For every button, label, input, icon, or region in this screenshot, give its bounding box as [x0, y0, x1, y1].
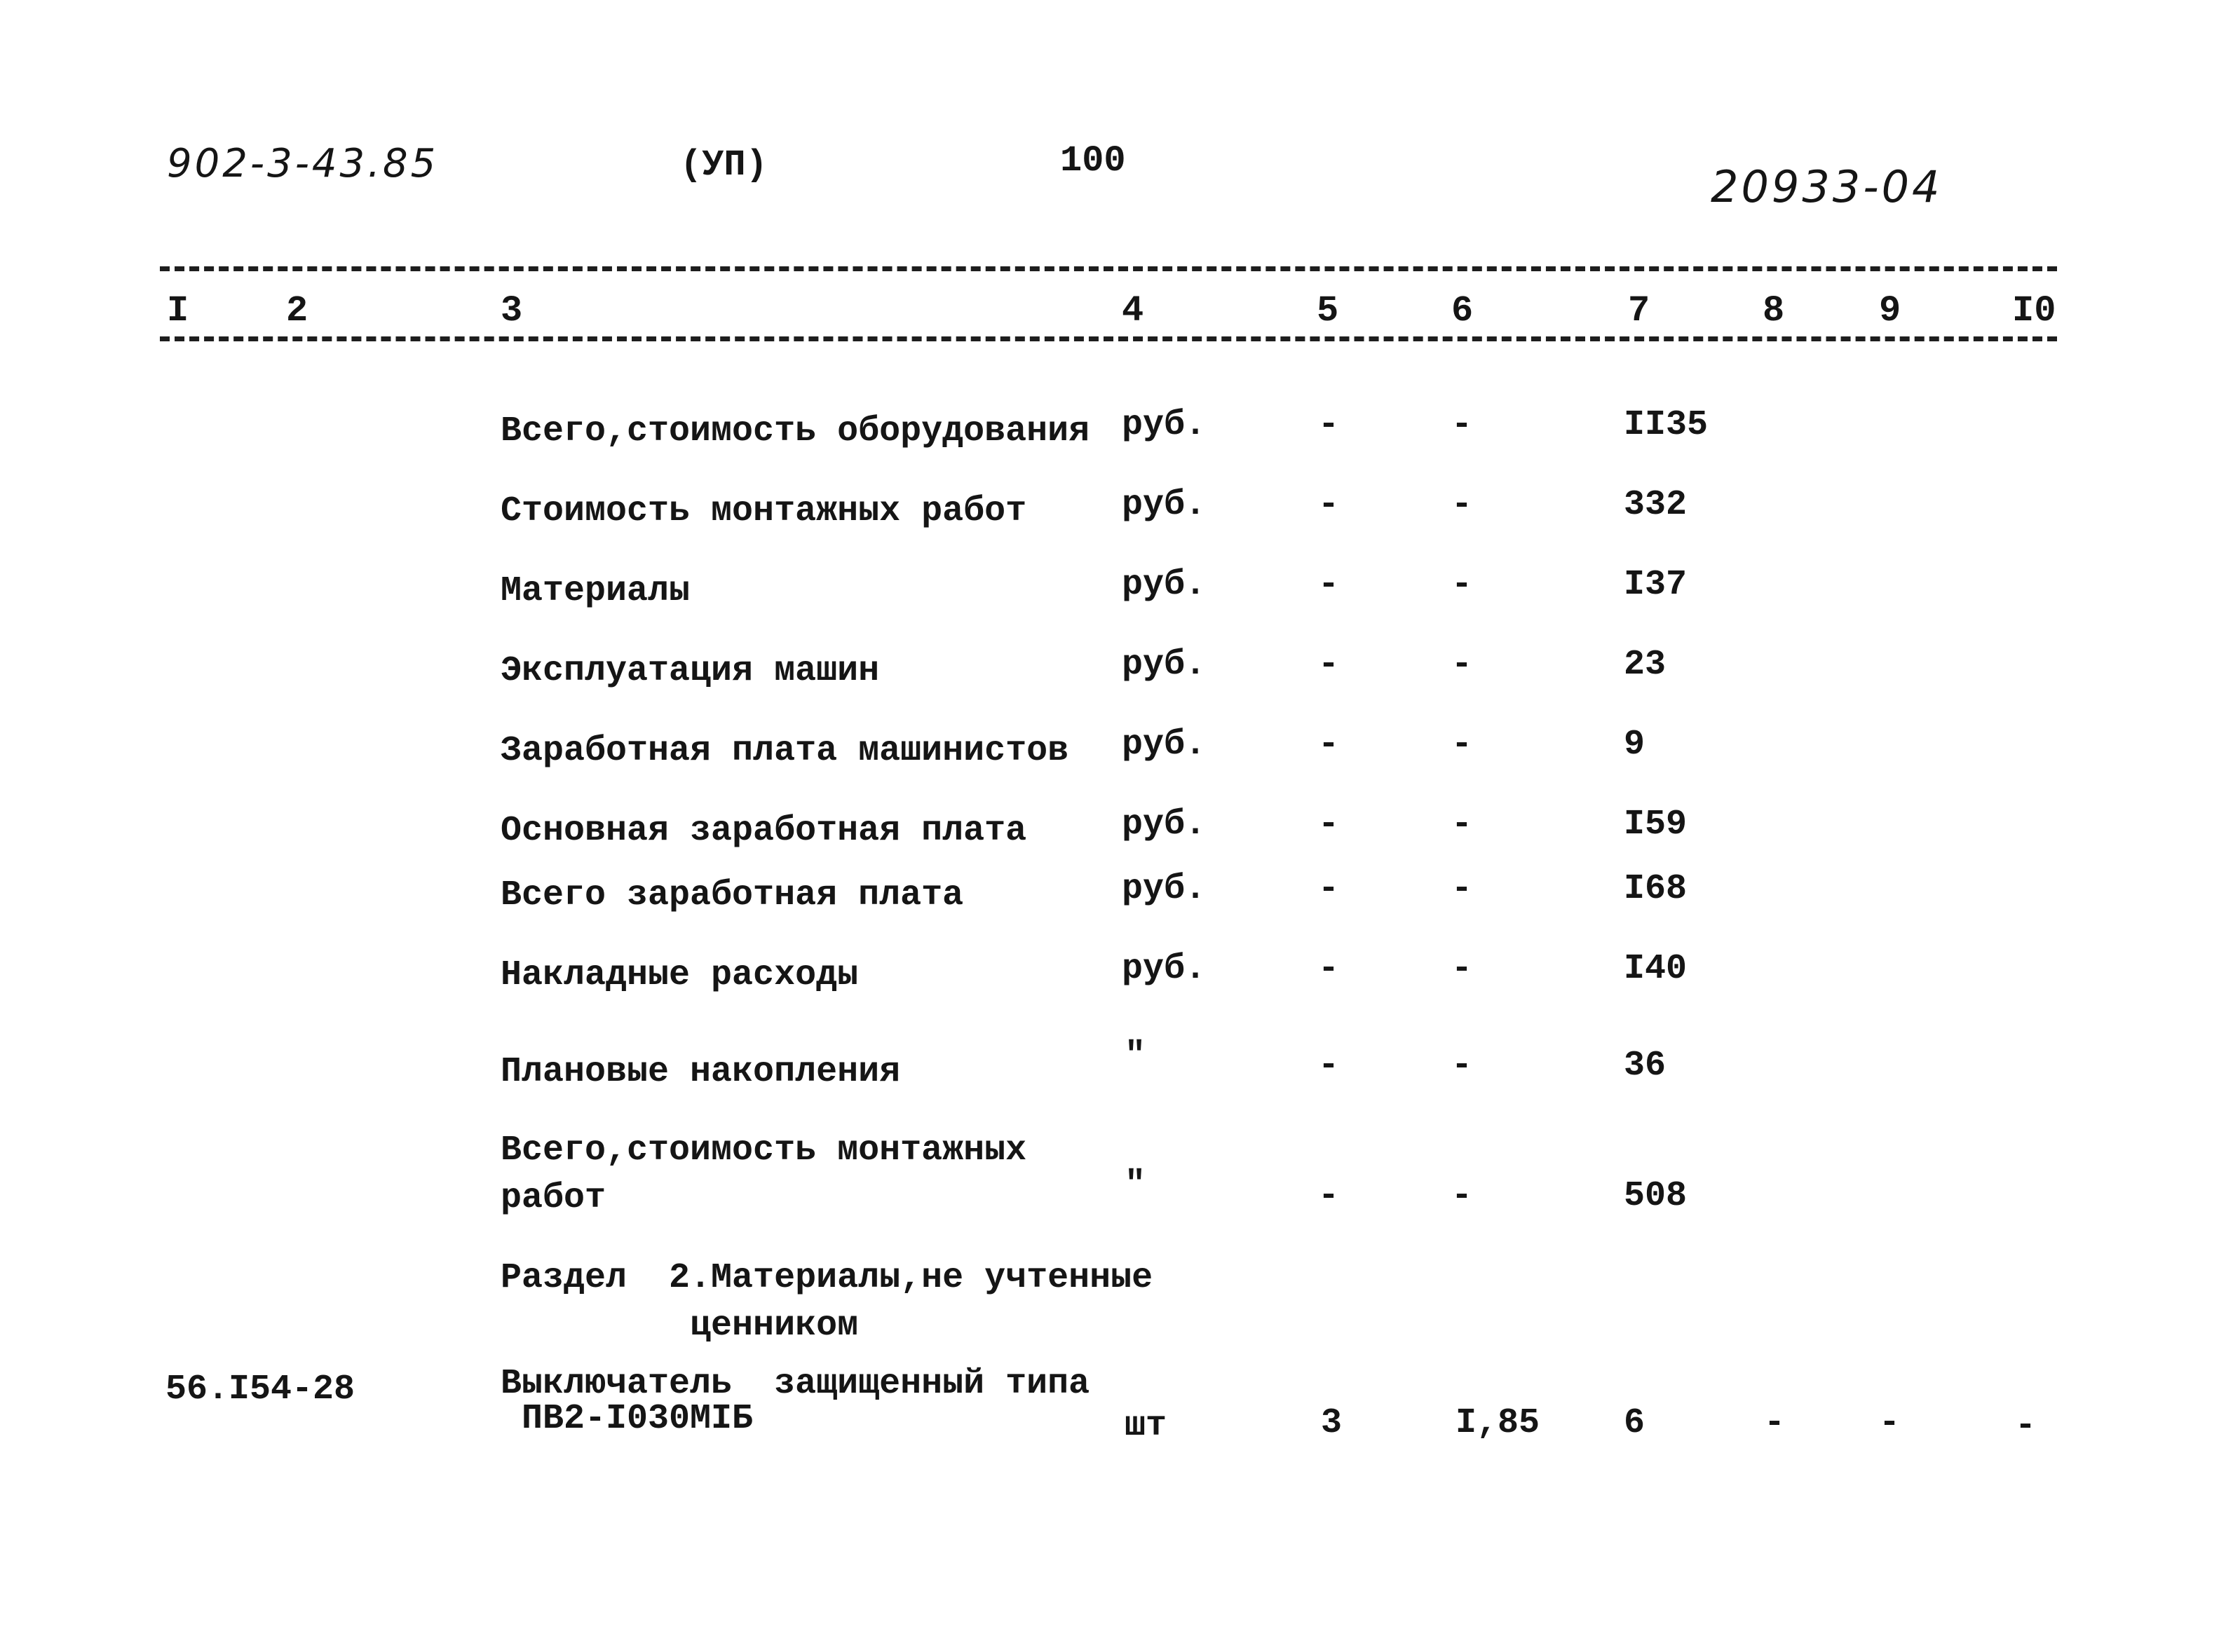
row-col5: -: [1318, 645, 1340, 685]
row-col7: 6: [1624, 1403, 1645, 1443]
row-col5: -: [1318, 869, 1340, 909]
row-col7: I59: [1624, 805, 1688, 845]
row-col5: -: [1318, 949, 1340, 989]
row-name: Основная заработная плата: [501, 811, 1027, 851]
table-header-rule: [160, 336, 2057, 341]
row-unit: руб.: [1122, 725, 1207, 765]
column-number: 4: [1122, 290, 1144, 332]
row-unit: ": [1125, 1165, 1146, 1205]
row-col6: I,85: [1455, 1403, 1540, 1443]
row-unit: руб.: [1122, 645, 1207, 685]
row-col9: -: [1879, 1403, 1901, 1443]
section-title: Раздел 2.Материалы,не учтенные ценником: [501, 1258, 1153, 1346]
row-unit: руб.: [1122, 869, 1207, 909]
row-col7: 9: [1624, 725, 1645, 765]
row-unit: ": [1125, 1036, 1146, 1076]
row-col8: -: [1764, 1403, 1786, 1443]
row-unit: шт: [1125, 1406, 1167, 1446]
row-col6: -: [1451, 565, 1473, 605]
row-col7: I68: [1624, 869, 1688, 909]
row-col7: I37: [1624, 565, 1688, 605]
row-col7: 508: [1624, 1176, 1688, 1216]
row-name: Материалы: [501, 571, 691, 611]
row-col5: -: [1318, 565, 1340, 605]
row-unit: руб.: [1122, 949, 1207, 989]
row-col7: 36: [1624, 1046, 1667, 1086]
row-name: Всего,стоимость оборудования: [501, 411, 1090, 451]
row-col6: -: [1451, 1176, 1473, 1216]
row-col6: -: [1451, 949, 1473, 989]
row-name: Выключатель защищенный типа ПВ2-I030МIБ: [501, 1364, 1090, 1439]
row-col6: -: [1451, 869, 1473, 909]
row-name: Накладные расходы: [501, 955, 859, 995]
column-number: I0: [2012, 290, 2056, 332]
row-col5: -: [1318, 1046, 1340, 1086]
column-number: I: [167, 290, 189, 332]
row-col7: I40: [1624, 949, 1688, 989]
row-name: Всего заработная плата: [501, 875, 964, 915]
row-name: Стоимость монтажных работ: [501, 491, 1027, 531]
row-col7: 23: [1624, 645, 1667, 685]
row-unit: руб.: [1122, 405, 1207, 445]
section-mark: (УП): [680, 144, 768, 186]
column-number: 3: [501, 290, 523, 332]
column-number: 2: [286, 290, 308, 332]
row-col5: -: [1318, 1176, 1340, 1216]
row-col6: -: [1451, 805, 1473, 845]
row-col5: 3: [1321, 1403, 1343, 1443]
row-col5: -: [1318, 805, 1340, 845]
stamp-number: 20933-04: [1711, 161, 1943, 212]
row-col5: -: [1318, 405, 1340, 445]
row-col7: 332: [1624, 485, 1688, 525]
row-name: Заработная плата машинистов: [501, 731, 1069, 771]
document-number: 902-3-43.85: [167, 141, 439, 186]
row-col6: -: [1451, 645, 1473, 685]
row-col6: -: [1451, 485, 1473, 525]
row-name: Плановые накопления: [501, 1052, 901, 1092]
column-number: 8: [1763, 290, 1785, 332]
row-col5: -: [1318, 725, 1340, 765]
row-name: Всего,стоимость монтажных работ: [501, 1131, 1027, 1218]
row-unit: руб.: [1122, 805, 1207, 845]
table-top-rule: [160, 266, 2057, 271]
row-col7: II35: [1624, 405, 1709, 445]
row-col6: -: [1451, 1046, 1473, 1086]
row-col6: -: [1451, 725, 1473, 765]
column-number: 7: [1628, 290, 1650, 332]
row-col5: -: [1318, 485, 1340, 525]
row-code: 56.I54-28: [165, 1370, 355, 1409]
column-number: 5: [1317, 290, 1339, 332]
row-unit: руб.: [1122, 565, 1207, 605]
column-number: 6: [1451, 290, 1474, 332]
column-number: 9: [1879, 290, 1901, 332]
row-unit: руб.: [1122, 485, 1207, 525]
row-name: Эксплуатация машин: [501, 651, 880, 691]
row-col10: -: [2015, 1406, 2037, 1446]
page-number: 100: [1060, 140, 1126, 182]
row-col6: -: [1451, 405, 1473, 445]
